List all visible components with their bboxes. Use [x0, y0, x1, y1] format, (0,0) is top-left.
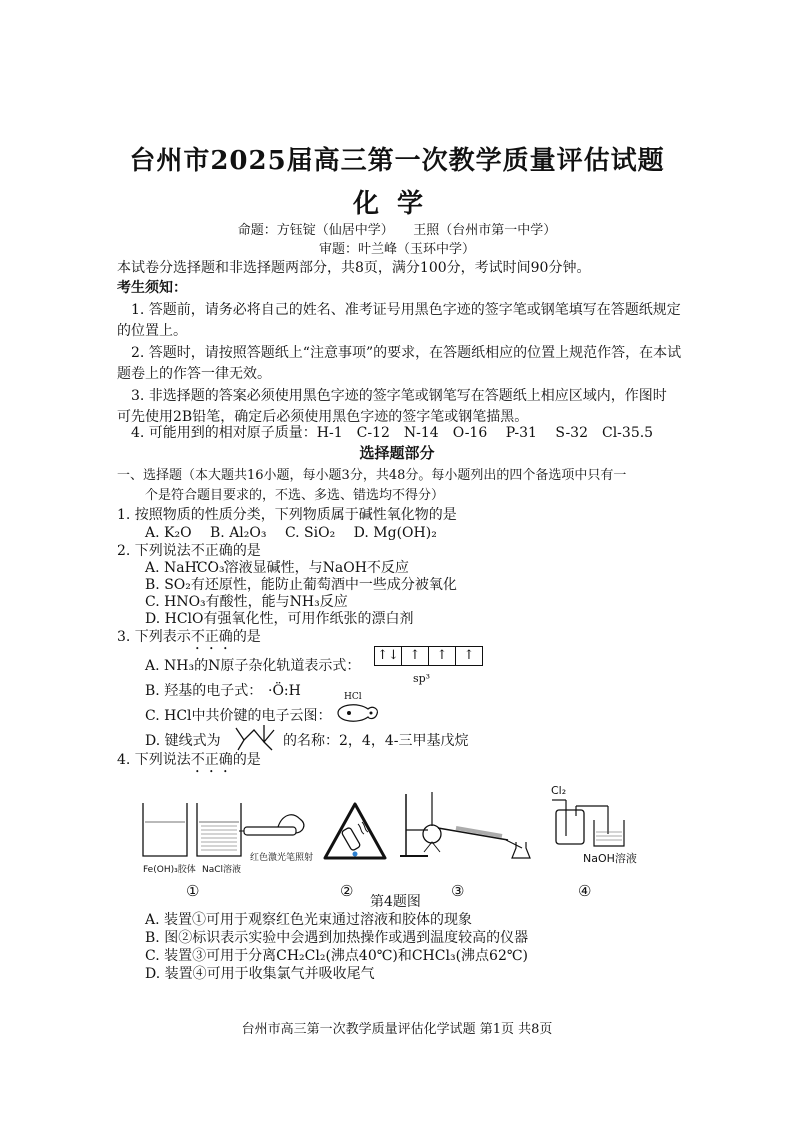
- option-d-name: 的名称：2，4，4-三甲基戊烷: [283, 733, 469, 749]
- question-stem: 2. 下列说法不正确的是: [117, 543, 261, 559]
- orbital-box: ↑↓: [375, 647, 402, 665]
- exam-intro: 本试卷分选择题和非选择题两部分，共8页，满分100分，考试时间90分钟。: [117, 260, 591, 276]
- option-b: B. 羟基的电子式：: [145, 683, 263, 699]
- hcl-cloud-label: HCl: [344, 692, 362, 702]
- option-d: D. 装置④可用于收集氯气并吸收尾气: [145, 966, 375, 982]
- figure-number: ②: [340, 882, 354, 900]
- exam-title: 台州市2025届高三第一次教学质量评估试题: [129, 146, 665, 176]
- fe-colloid-label: Fe(OH)₃胶体: [143, 865, 196, 875]
- naoh-solution-label: NaOH溶液: [583, 852, 637, 865]
- note-line: 题卷上的作答一律无效。: [117, 366, 271, 382]
- subject-title: 化学: [352, 189, 441, 219]
- option-c: C. HNO₃有酸性，能与NH₃反应: [145, 594, 348, 610]
- option-d: D. HClO有强氧化性，可用作纸张的漂白剂: [145, 611, 414, 627]
- distillation-apparatus: [398, 790, 538, 862]
- laser-pointer-icon: [238, 805, 318, 845]
- sp3-label: sp³: [413, 672, 431, 685]
- laser-label: 红色激光笔照射: [250, 853, 314, 863]
- note-line: 4. 可能用到的相对原子质量：H-1 C-12 N-14 O-16 P-31 S-32 Cl-35.5: [131, 425, 654, 441]
- option-a: A. NaHCO₃溶液显碱性，与NaOH不反应: [145, 560, 409, 576]
- orbital-box: ↑: [463, 647, 475, 663]
- note-line: 可先使用2B铅笔，确定后必须使用黑色字迹的签字笔或钢笔描黑。: [117, 409, 529, 425]
- option-c: C. 装置③可用于分离CH₂Cl₂(沸点40℃)和CHCl₃(沸点62℃): [145, 948, 528, 964]
- option-b: B. 图②标识表示实验中会遇到加热操作或遇到温度较高的仪器: [145, 930, 529, 946]
- part1-instructions: 个是符合题目要求的，不选、多选、错选均不得分）: [145, 488, 445, 503]
- nacl-solution-label: NaCl溶液: [202, 865, 242, 875]
- authors-line: 命题：方钰锭（仙居中学） 王照（台州市第一中学）: [237, 223, 557, 238]
- note-line: 3. 非选择题的答案必须使用黑色字迹的签字笔或钢笔写在答题纸上相应区域内，作图时: [131, 388, 667, 404]
- question-options: A. K₂O B. Al₂O₃ C. SiO₂ D. Mg(OH)₂: [145, 525, 437, 541]
- electron-cloud-icon: [335, 700, 381, 726]
- hot-surface-warning-icon: [322, 800, 388, 862]
- figure-number: ④: [578, 882, 592, 900]
- note-line: 2. 答题时，请按照答题纸上“注意事项”的要求，在答题纸相应的位置上规范作答，在本试: [131, 345, 682, 361]
- section-title: 选择题部分: [359, 444, 435, 462]
- beakers-figure: [137, 800, 249, 862]
- skeletal-formula-icon: [232, 722, 282, 752]
- option-a: A. NH₃的N原子杂化轨道表示式：: [145, 658, 361, 674]
- figure-caption: 第4题图: [370, 894, 421, 910]
- orbital-box: ↑: [402, 647, 429, 665]
- orbital-diagram: [370, 645, 483, 666]
- cl2-label: Cl₂: [551, 784, 567, 797]
- figure-number: ③: [451, 882, 465, 900]
- note-line: 1. 答题前，请务必将自己的姓名、准考证号用黑色字迹的签字笔或钢笔填写在答题纸规定: [131, 302, 681, 318]
- figure-number: ①: [186, 882, 200, 900]
- note-line: 的位置上。: [117, 323, 187, 339]
- question-stem: 4. 下列说法不正确的是: [117, 752, 261, 768]
- gas-collection-apparatus: [548, 796, 630, 848]
- hydroxyl-electron-formula: ·Ö:H: [268, 683, 301, 699]
- question-stem: 3. 下列表示不正确的是: [117, 629, 261, 645]
- reviewer-line: 审题：叶兰峰（玉环中学）: [318, 242, 475, 257]
- question-stem: 1. 按照物质的性质分类，下列物质属于碱性氧化物的是: [117, 507, 457, 523]
- page-footer: 台州市高三第一次教学质量评估化学试题 第1页 共8页: [241, 1022, 553, 1037]
- orbital-box: ↑: [429, 647, 456, 665]
- option-a: A. 装置①可用于观察红色光束通过溶液和胶体的现象: [145, 912, 473, 928]
- option-b: B. SO₂有还原性，能防止葡萄酒中一些成分被氧化: [145, 577, 457, 593]
- part1-instructions: 一、选择题（本大题共16小题，每小题3分，共48分。每小题列出的四个备选项中只有一: [117, 468, 627, 483]
- notes-title: 考生须知：: [117, 280, 187, 296]
- option-c: C. HCl中共价键的电子云图：: [145, 708, 332, 724]
- option-d: D. 键线式为: [145, 733, 221, 749]
